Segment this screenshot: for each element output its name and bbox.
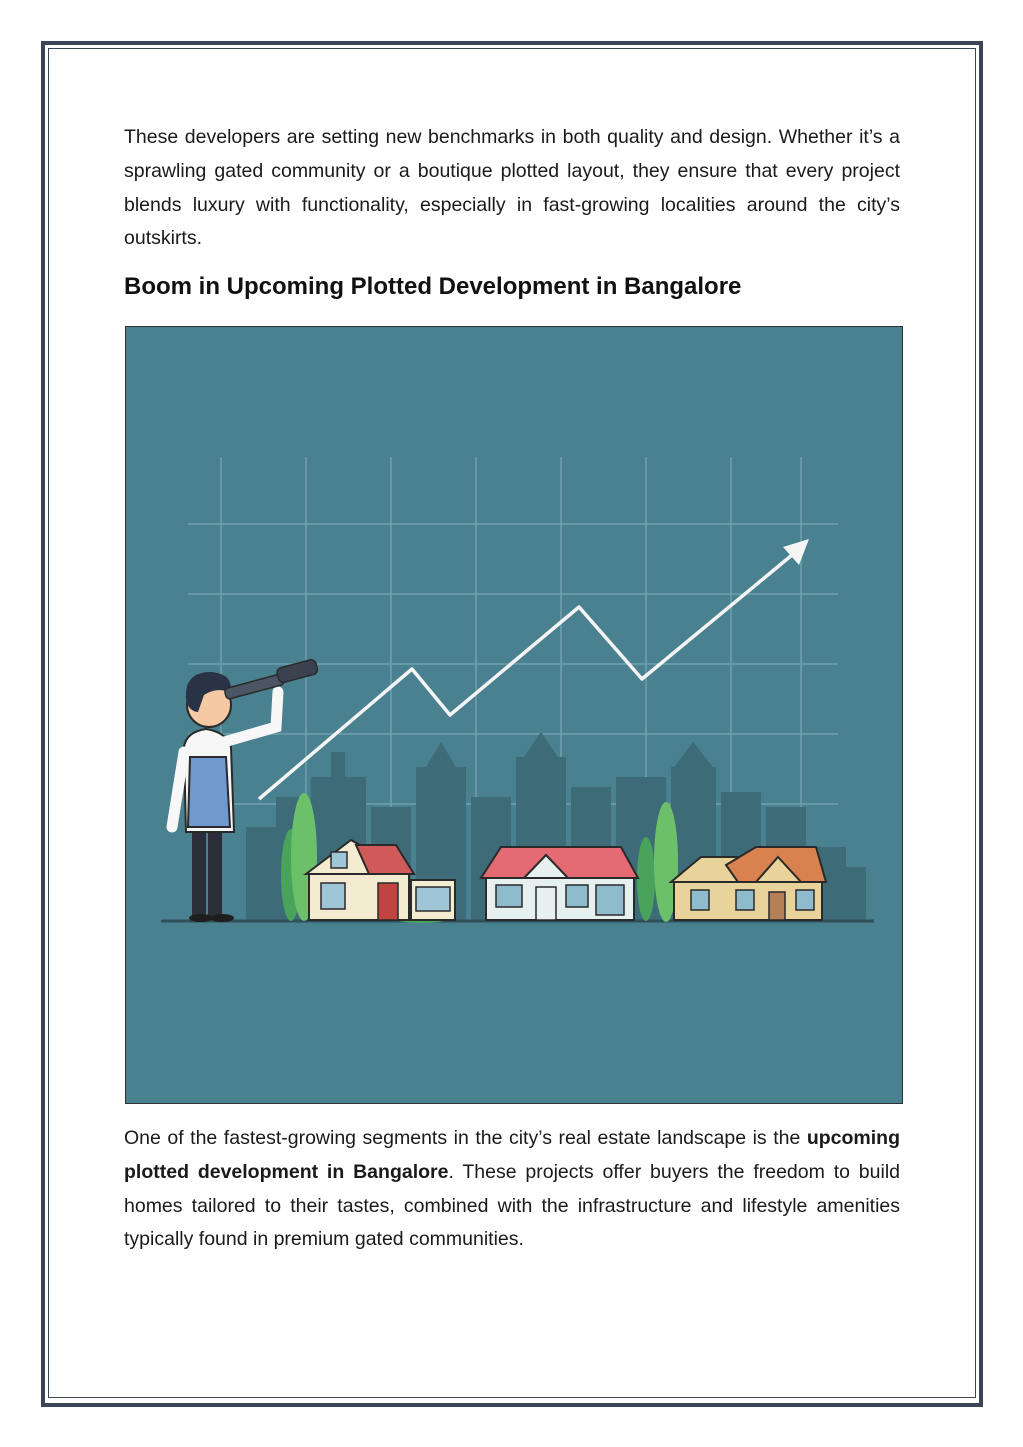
body-paragraph-keyword: upcoming plotted development in Bangalore <box>124 1127 900 1183</box>
body-paragraph-start: One of the fastest-growing segments in the city’s real estate landscape is the <box>124 1127 807 1149</box>
illustration-svg <box>126 327 902 1103</box>
section-heading: Boom in Upcoming Plotted Development in Bangalore <box>124 273 742 300</box>
intro-paragraph: These developers are setting new benchmarks in both quality and design. Whether it’s a sprawling gated community or a boutique plotted layout, they ensure that every project blends luxury with functionality, especially in fast-growing localities around the city’s outskirts. <box>124 126 900 250</box>
body-paragraph-end: . These projects offer buyers the freedom to build homes tailored to their tastes, combined with the infrastructure and lifestyle amenities typically found in premium gated communities. <box>124 1160 901 1251</box>
growth-illustration <box>125 326 903 1104</box>
house-suburban <box>481 847 638 920</box>
body-paragraph <box>124 1122 900 1257</box>
